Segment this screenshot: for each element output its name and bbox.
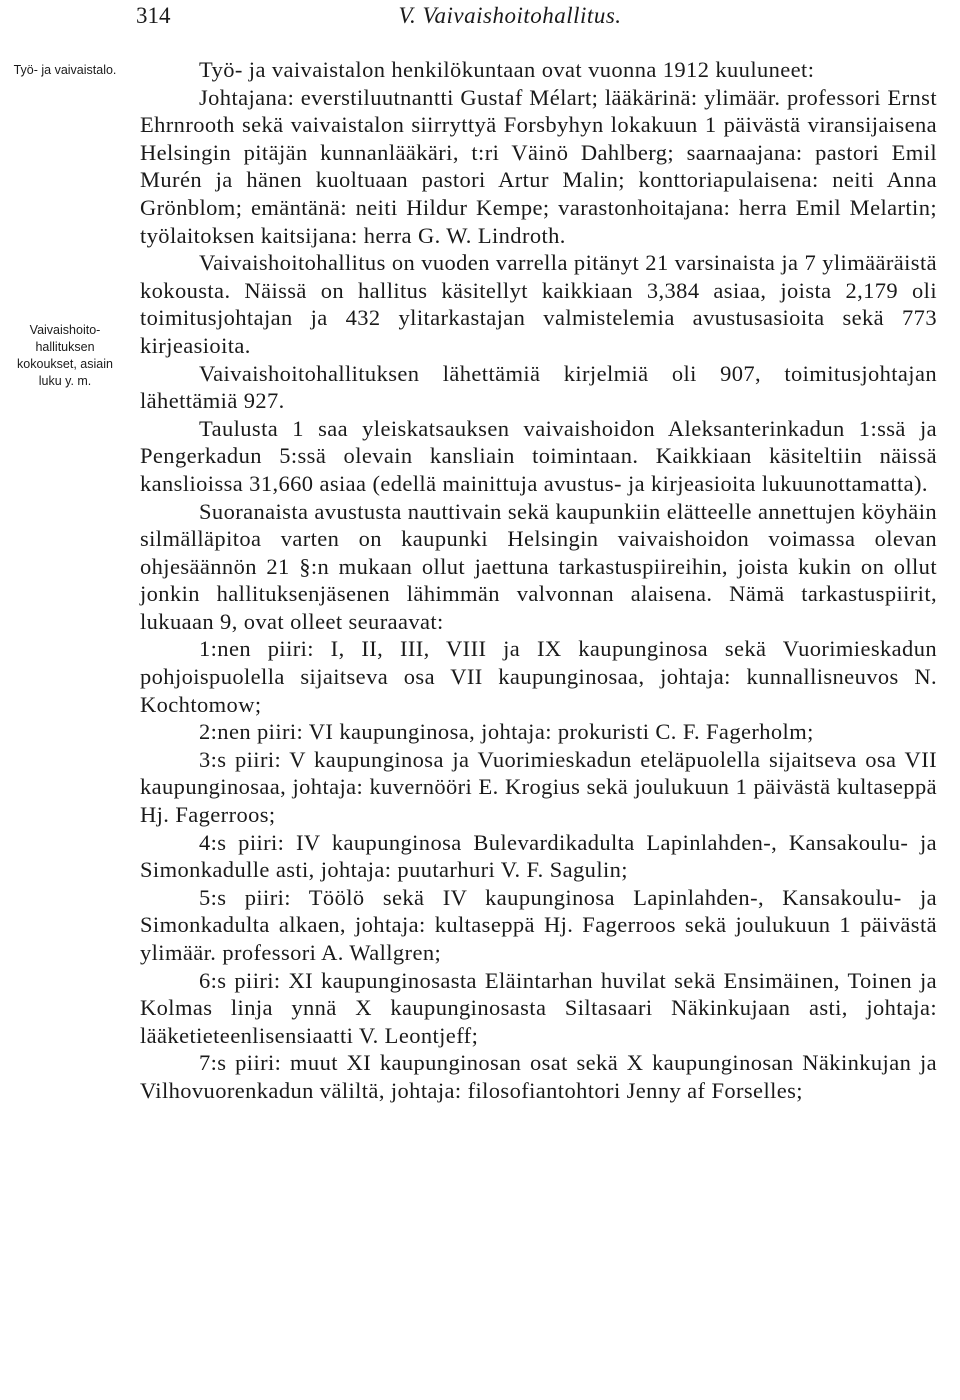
paragraph-letters: Vaivaishoitohallituksen lähettämiä kirjelmiä oli 907, toimitusjohtajan lähettämiä 927. bbox=[140, 360, 937, 414]
margin-note-work-house: Työ- ja vaivaistalo. bbox=[13, 63, 117, 77]
paragraph-district-1: 1:nen piiri: I, II, III, VIII ja IX kaupunginosa sekä Vuorimieskadun pohjoispuolella sijaitseva osa VII kaupunginosaa, johtaja: kunnallisneuvos N. Kochtomow; bbox=[140, 636, 937, 717]
paragraph-district-6: 6:s piiri: XI kaupunginosasta Eläintarhan huvilat sekä Ensimäinen, Toinen ja Kolmas linja ynnä X kaupunginosasta Siltasaari Näkinkujaan asti, johtaja: lääketieteenlisensiaatti V. Leontjeff; bbox=[140, 967, 937, 1048]
running-title: V. Vaivaishoitohallitus. bbox=[398, 3, 622, 28]
paragraph-offices: Taulusta 1 saa yleiskatsauksen vaivaishoidon Aleksanterinkadun 1:ssä ja Pengerkadun 5:ssä olevain kansliain toimintaan. Kaikkiaan käsiteltiin näissä kanslioissa 31,660 asiaa (edellä mainittuja avustus- ja kirjeasioita lukuunottamatta). bbox=[140, 415, 937, 496]
page-number: 314 bbox=[136, 3, 171, 28]
paragraph-staff-intro: Työ- ja vaivaistalon henkilökuntaan ovat vuonna 1912 kuuluneet: bbox=[199, 57, 815, 82]
paragraph-district-2: 2:nen piiri: VI kaupunginosa, johtaja: prokuristi C. F. Fagerholm; bbox=[199, 719, 814, 745]
margin-note-board-meetings: Vaivaishoitohallituksen kokoukset, asiain luku y. m. bbox=[17, 323, 113, 388]
paragraph-district-5: 5:s piiri: Töölö sekä IV kaupunginosa Lapinlahden-, Kansakoulu- ja Simonkadulta alkaen, johtaja: kultaseppä Hj. Fagerroos sekä joulukuun 1 päivästä ylimäär. professori A. Wallgren; bbox=[140, 884, 937, 965]
paragraph-district-4: 4:s piiri: IV kaupunginosa Bulevardikadulta Lapinlahden-, Kansakoulu- ja Simonkadulle asti, johtaja: puutarhuri V. F. Sagulin; bbox=[140, 829, 937, 883]
paragraph-district-7: 7:s piiri: muut XI kaupunginosan osat sekä X kaupunginosan Näkinkujan ja Vilhovuorenkadun väliltä, johtaja: filosofiantohtori Jenny af Forselles; bbox=[140, 1050, 937, 1103]
body-text bbox=[140, 56, 937, 1105]
paragraph-districts-intro: Suoranaista avustusta nauttivain sekä kaupunkiin elätteelle annettujen köyhäin silmälläpitoa varten on kaupunki Helsingin vaivaishoidon voimassa olevan ohjesäännön 21 §:n mukaan ollut jaettuna tarkastuspiireihin, joista kukin on ollut jonkin hallituksenjäsenen lähimmän valvonnan alaisena. Nämä tarkastuspiirit, lukuaan 9, ovat olleet seuraavat: bbox=[140, 498, 937, 634]
running-header bbox=[0, 0, 960, 36]
paragraph-district-3: 3:s piiri: V kaupunginosa ja Vuorimieskadun eteläpuolella sijaitseva osa VII kaupunginosaa, johtaja: kuvernööri E. Krogius sekä joulukuun 1 päivästä kultaseppä Hj. Fagerroos; bbox=[140, 746, 937, 828]
paragraph-staff-list: Johtajana: everstiluutnantti Gustaf Mélart; lääkärinä: ylimäär. professori Ernst Ehrnrooth sekä vaivaistalon siirryttyä Forsbyhyn lokakuun 1 päivästä viransijaisena Helsingin pitäjän kunnanlääkäri, t:ri Väinö Dahlberg; saarnaajana: pastori Emil Murén ja hänen kuoltuaan pastori Artur Malin; konttoriapulaisena: neiti Anna Grönblom; emäntänä: neiti Hildur Kempe; varastonhoitajana: herra Emil Melartin; työlaitoksen kaitsijana: herra G. W. Lindroth. bbox=[140, 84, 937, 248]
paragraph-meetings: Vaivaishoitohallitus on vuoden varrella pitänyt 21 varsinaista ja 7 ylimääräistä kokousta. Näissä on hallitus käsitellyt kaikkiaan 3,384 asiaa, joista 2,179 oli toimitusjohtajan ja 432 ylitarkastajan valmistelemia avustusasioita sekä 773 kirjeasioita. bbox=[140, 250, 937, 358]
